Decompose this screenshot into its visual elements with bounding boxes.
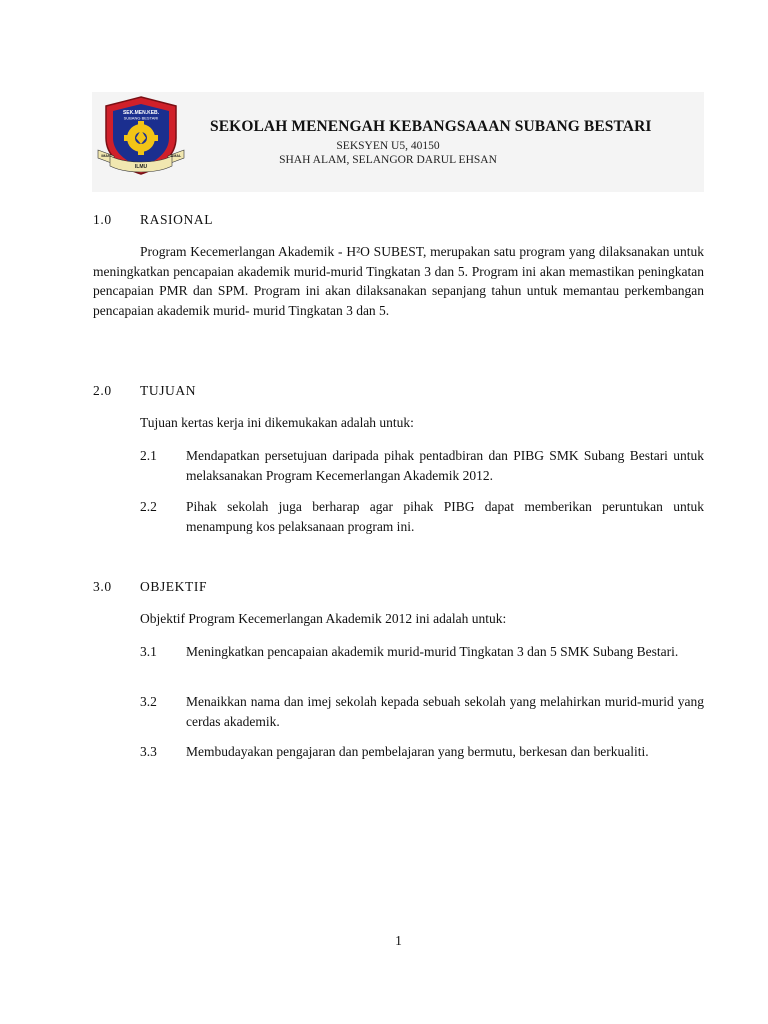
list-item-text: Menaikkan nama dan imej sekolah kepada sebuah sekolah yang melahirkan murid-murid yang cerdas akademik.	[186, 694, 704, 729]
list-item-number: 2.1	[140, 448, 157, 463]
section-3-number: 3.0	[93, 579, 112, 594]
list-item-text: Pihak sekolah juga berharap agar pihak PIBG dapat memberikan peruntukan untuk menampung kos pelaksanaan program ini.	[186, 499, 704, 534]
list-item-number: 2.2	[140, 499, 157, 514]
list-item	[140, 692, 704, 731]
crest-top-text-2: SUBANG BESTARI	[123, 115, 159, 121]
section-3-title: OBJEKTIF	[140, 579, 208, 594]
section-3-heading	[93, 579, 207, 595]
section-1-number: 1.0	[93, 212, 112, 227]
list-item-text: Meningkatkan pencapaian akademik murid-murid Tingkatan 3 dan 5 SMK Subang Bestari.	[186, 644, 679, 659]
letterhead	[92, 92, 704, 192]
school-crest-logo	[96, 94, 186, 180]
section-2-number: 2.0	[93, 383, 112, 398]
list-item	[140, 446, 704, 485]
list-item-text: Membudayakan pengajaran dan pembelajaran yang bermutu, berkesan dan berkualiti.	[186, 744, 649, 759]
section-1-paragraph: Program Kecemerlangan Akademik - H²O SUBEST, merupakan satu program yang dilaksanakan untuk meningkatkan pencapaian akademik murid-murid Tingkatan 3 dan 5. Program ini akan memastikan peningkatan pencapaian PMR dan SPM. Program ini akan dilaksanakan sepanjang tahun untuk memantau perkembangan pencapaian akademik murid- murid Tingkatan 3 dan 5.	[93, 244, 704, 318]
list-item	[140, 497, 704, 536]
page-number: 1	[395, 933, 402, 948]
section-2-title: TUJUAN	[140, 383, 197, 398]
list-item-number: 3.1	[140, 644, 157, 659]
address-line-1: SEKSYEN U5, 40150	[336, 140, 440, 152]
address-line-2: SHAH ALAM, SELANGOR DARUL EHSAN	[279, 154, 497, 166]
crest-ribbon-left: IMAN	[101, 154, 111, 158]
list-item-number: 3.2	[140, 694, 157, 709]
section-2-intro: Tujuan kertas kerja ini dikemukakan adalah untuk:	[140, 415, 414, 430]
list-item	[140, 642, 704, 662]
section-3-intro: Objektif Program Kecemerlangan Akademik 2012 ini adalah untuk:	[140, 611, 507, 626]
school-name: SEKOLAH MENENGAH KEBANGSAAAN SUBANG BESTARI	[210, 118, 652, 135]
section-1-title: RASIONAL	[140, 212, 214, 227]
list-item-text: Mendapatkan persetujuan daripada pihak pentadbiran dan PIBG SMK Subang Bestari untuk melaksanakan Program Kecemerlangan Akademik 2012.	[186, 448, 704, 483]
crest-top-text: SEK.MEN.KEB.	[122, 110, 160, 116]
crest-ribbon-right: AMAL	[170, 154, 182, 158]
section-1-heading	[93, 212, 213, 228]
list-item-number: 3.3	[140, 744, 157, 759]
section-2-heading	[93, 383, 196, 399]
list-item	[140, 742, 704, 762]
crest-ribbon-center: ILMU	[134, 164, 148, 170]
